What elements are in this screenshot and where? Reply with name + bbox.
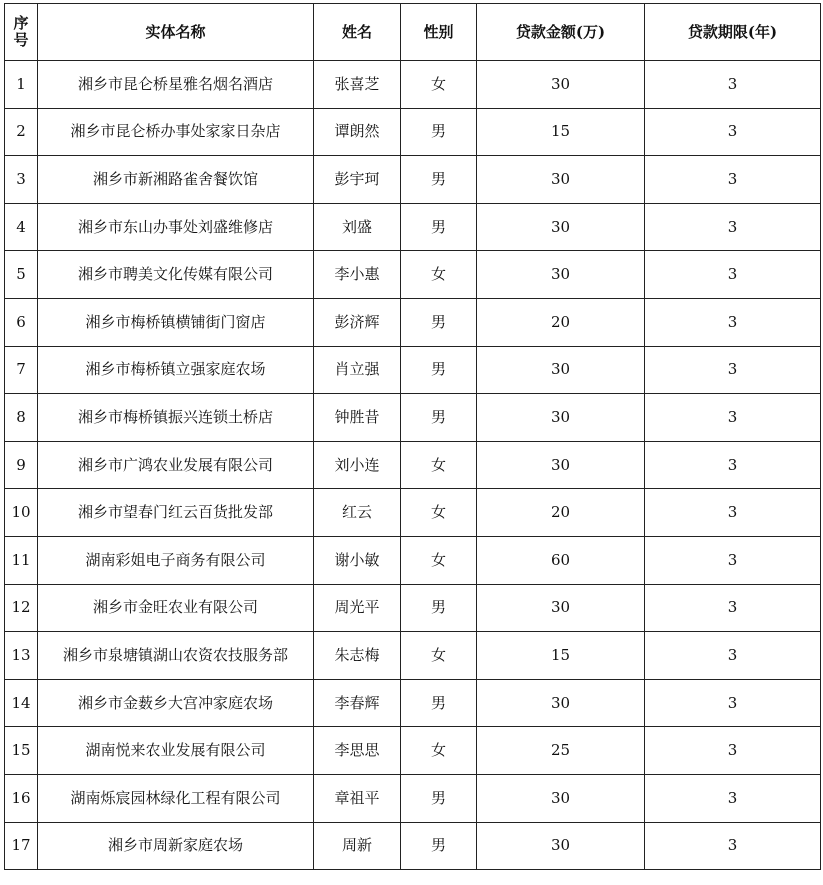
cell-amount: 30 [477, 774, 645, 822]
table-row [5, 822, 821, 870]
cell-entity: 湘乡市望春门红云百货批发部 [38, 489, 314, 537]
cell-entity: 湘乡市梅桥镇立强家庭农场 [38, 346, 314, 394]
table-row [5, 584, 821, 632]
cell-amount: 30 [477, 251, 645, 299]
cell-entity: 湖南彩姐电子商务有限公司 [38, 536, 314, 584]
cell-term: 3 [645, 632, 821, 680]
header-row [5, 4, 821, 61]
cell-name: 李小惠 [314, 251, 401, 299]
header-amount: 贷款金额(万) [477, 4, 645, 61]
header-term: 贷款期限(年) [645, 4, 821, 61]
table-row [5, 346, 821, 394]
cell-no: 15 [5, 727, 38, 775]
cell-term: 3 [645, 774, 821, 822]
cell-amount: 30 [477, 822, 645, 870]
cell-name: 张喜芝 [314, 61, 401, 109]
cell-entity: 湘乡市金旺农业有限公司 [38, 584, 314, 632]
cell-name: 肖立强 [314, 346, 401, 394]
cell-term: 3 [645, 61, 821, 109]
cell-term: 3 [645, 394, 821, 442]
cell-gender: 男 [401, 774, 477, 822]
cell-name: 周光平 [314, 584, 401, 632]
table-body [5, 61, 821, 870]
table-row [5, 394, 821, 442]
cell-gender: 男 [401, 822, 477, 870]
cell-term: 3 [645, 679, 821, 727]
cell-entity: 湘乡市昆仑桥办事处家家日杂店 [38, 108, 314, 156]
cell-entity: 湖南烁宸园林绿化工程有限公司 [38, 774, 314, 822]
header-gender: 性别 [401, 4, 477, 61]
cell-gender: 男 [401, 156, 477, 204]
cell-no: 17 [5, 822, 38, 870]
cell-amount: 30 [477, 584, 645, 632]
cell-name: 朱志梅 [314, 632, 401, 680]
cell-no: 14 [5, 679, 38, 727]
table-row [5, 298, 821, 346]
cell-no: 13 [5, 632, 38, 680]
table-row [5, 774, 821, 822]
cell-gender: 男 [401, 108, 477, 156]
cell-no: 16 [5, 774, 38, 822]
cell-no: 1 [5, 61, 38, 109]
cell-entity: 湘乡市泉塘镇湖山农资农技服务部 [38, 632, 314, 680]
cell-entity: 湘乡市周新家庭农场 [38, 822, 314, 870]
cell-amount: 30 [477, 156, 645, 204]
cell-amount: 30 [477, 441, 645, 489]
table-row [5, 61, 821, 109]
cell-amount: 25 [477, 727, 645, 775]
cell-term: 3 [645, 298, 821, 346]
table-row [5, 251, 821, 299]
table-row [5, 632, 821, 680]
cell-gender: 女 [401, 251, 477, 299]
cell-amount: 30 [477, 346, 645, 394]
cell-term: 3 [645, 251, 821, 299]
cell-name: 李思思 [314, 727, 401, 775]
cell-entity: 湘乡市东山办事处刘盛维修店 [38, 203, 314, 251]
cell-amount: 15 [477, 108, 645, 156]
cell-gender: 女 [401, 536, 477, 584]
cell-gender: 男 [401, 394, 477, 442]
cell-gender: 男 [401, 298, 477, 346]
cell-term: 3 [645, 536, 821, 584]
cell-entity: 湘乡市梅桥镇振兴连锁土桥店 [38, 394, 314, 442]
cell-gender: 女 [401, 441, 477, 489]
cell-name: 周新 [314, 822, 401, 870]
cell-amount: 30 [477, 203, 645, 251]
cell-name: 钟胜昔 [314, 394, 401, 442]
cell-term: 3 [645, 346, 821, 394]
cell-entity: 湘乡市聘美文化传媒有限公司 [38, 251, 314, 299]
table-row [5, 156, 821, 204]
cell-term: 3 [645, 727, 821, 775]
cell-entity: 湘乡市广鸿农业发展有限公司 [38, 441, 314, 489]
cell-term: 3 [645, 489, 821, 537]
cell-amount: 20 [477, 298, 645, 346]
cell-no: 9 [5, 441, 38, 489]
cell-gender: 男 [401, 679, 477, 727]
cell-entity: 湖南悦来农业发展有限公司 [38, 727, 314, 775]
cell-no: 3 [5, 156, 38, 204]
header-name: 姓名 [314, 4, 401, 61]
cell-gender: 男 [401, 203, 477, 251]
cell-amount: 60 [477, 536, 645, 584]
cell-name: 章祖平 [314, 774, 401, 822]
table-row [5, 489, 821, 537]
cell-no: 2 [5, 108, 38, 156]
table-row [5, 536, 821, 584]
cell-amount: 30 [477, 61, 645, 109]
cell-no: 5 [5, 251, 38, 299]
cell-entity: 湘乡市金薮乡大宫冲家庭农场 [38, 679, 314, 727]
cell-no: 6 [5, 298, 38, 346]
cell-amount: 15 [477, 632, 645, 680]
cell-name: 李春辉 [314, 679, 401, 727]
cell-no: 4 [5, 203, 38, 251]
header-no: 序号 [5, 4, 38, 61]
cell-entity: 湘乡市梅桥镇横铺街门窗店 [38, 298, 314, 346]
cell-term: 3 [645, 203, 821, 251]
table-row [5, 203, 821, 251]
cell-term: 3 [645, 584, 821, 632]
cell-gender: 男 [401, 584, 477, 632]
cell-gender: 女 [401, 727, 477, 775]
cell-gender: 女 [401, 489, 477, 537]
cell-name: 谢小敏 [314, 536, 401, 584]
cell-entity: 湘乡市新湘路雀舍餐饮馆 [38, 156, 314, 204]
cell-term: 3 [645, 156, 821, 204]
cell-term: 3 [645, 822, 821, 870]
table-row [5, 679, 821, 727]
table-row [5, 108, 821, 156]
header-entity: 实体名称 [38, 4, 314, 61]
cell-name: 刘盛 [314, 203, 401, 251]
cell-no: 8 [5, 394, 38, 442]
cell-gender: 女 [401, 632, 477, 680]
cell-term: 3 [645, 441, 821, 489]
cell-gender: 男 [401, 346, 477, 394]
cell-gender: 女 [401, 61, 477, 109]
cell-name: 红云 [314, 489, 401, 537]
cell-name: 彭济辉 [314, 298, 401, 346]
table-row [5, 727, 821, 775]
cell-term: 3 [645, 108, 821, 156]
cell-no: 7 [5, 346, 38, 394]
cell-entity: 湘乡市昆仑桥星雅名烟名酒店 [38, 61, 314, 109]
cell-amount: 20 [477, 489, 645, 537]
table-row [5, 441, 821, 489]
cell-no: 12 [5, 584, 38, 632]
cell-name: 谭朗然 [314, 108, 401, 156]
table-header [5, 4, 821, 61]
cell-amount: 30 [477, 679, 645, 727]
cell-no: 10 [5, 489, 38, 537]
cell-no: 11 [5, 536, 38, 584]
cell-name: 刘小连 [314, 441, 401, 489]
cell-amount: 30 [477, 394, 645, 442]
loan-table [4, 3, 821, 870]
cell-name: 彭宇珂 [314, 156, 401, 204]
